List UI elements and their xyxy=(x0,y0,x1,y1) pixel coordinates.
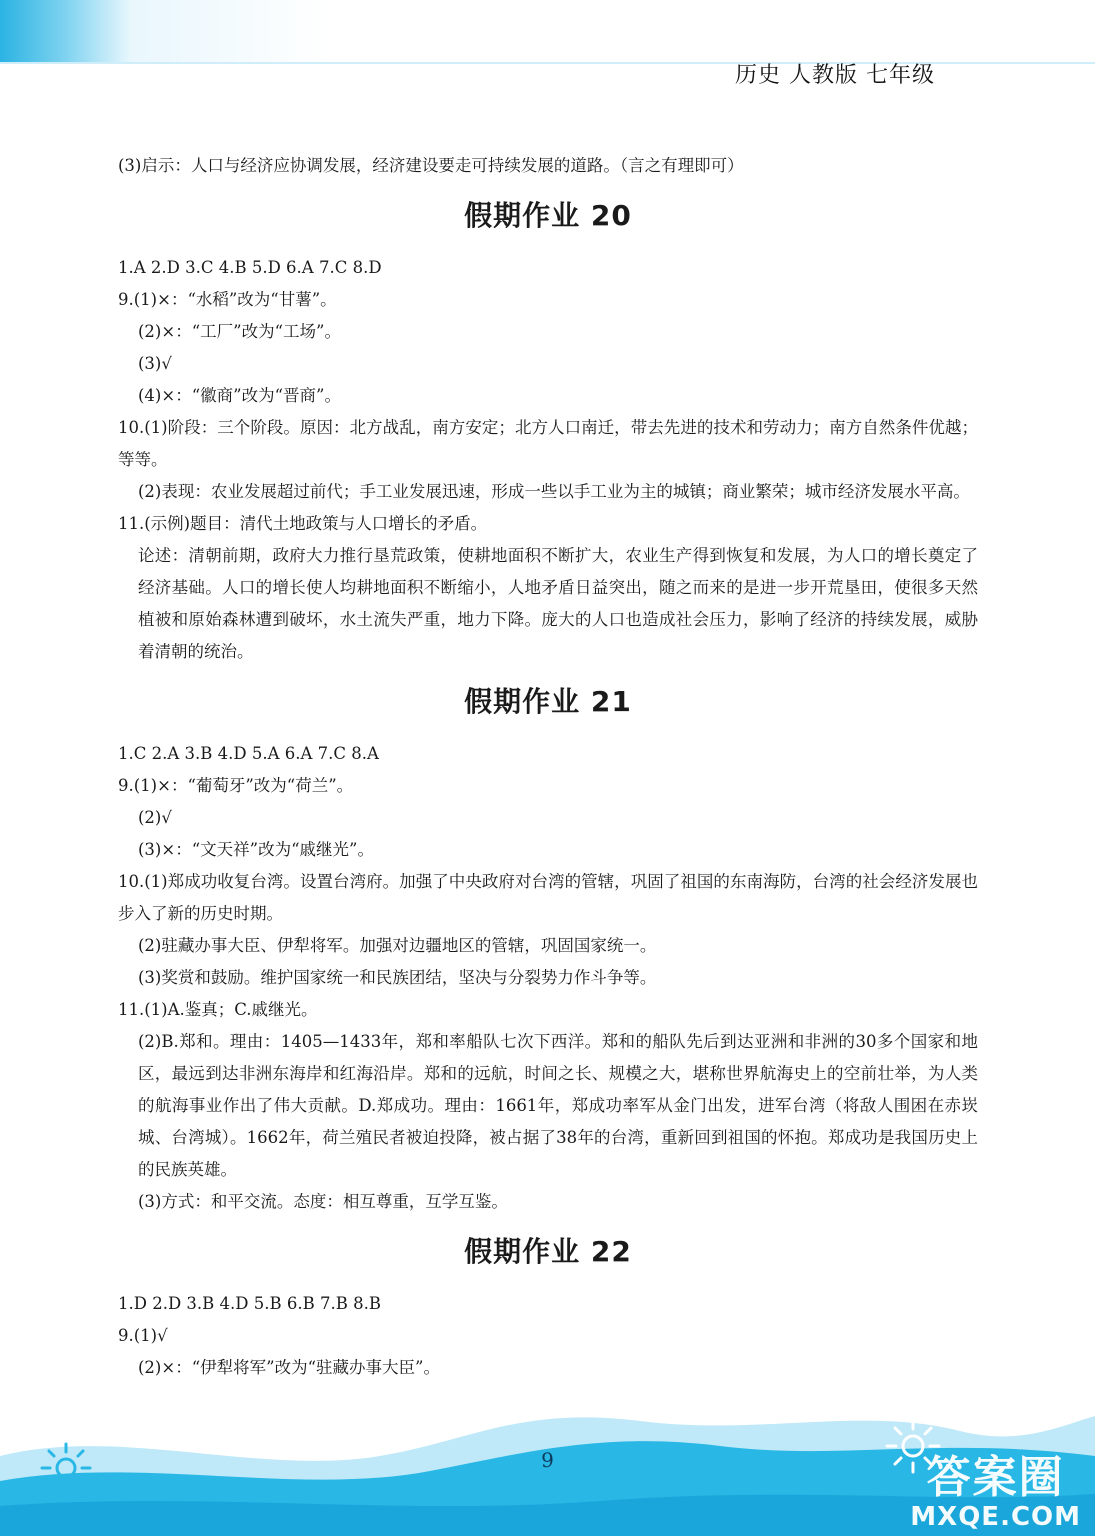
answer-line: (2)×：“伊犁将军”改为“驻藏办事大臣”。 xyxy=(138,1358,440,1377)
answer-paragraph: 论述：清朝前期，政府大力推行垦荒政策，使耕地面积不断扩大，农业生产得到恢复和发展，为人口的增长奠定了经济基础。人口的增长使人均耕地面积不断缩小，人地矛盾日益突出，随之而来的是进一步开荒垦田，使很多天然植被和原始森林遭到破坏，水土流失严重，地力下降。庞大的人口也造成社会压力，影响了经济的持续发展，威胁着清朝的统治。 xyxy=(138,546,978,661)
choice-answers: 1.A 2.D 3.C 4.B 5.D 6.A 7.C 8.D xyxy=(118,258,382,277)
answer-line: 9.(1)×：“水稻”改为“甘薯”。 xyxy=(118,290,337,309)
section-title-22: 假期作业 22 xyxy=(464,1235,632,1268)
watermark-cn: 答案圈 xyxy=(926,1452,1065,1503)
answer-line: (3)奖赏和鼓励。维护国家统一和民族团结，坚决与分裂势力作斗争等。 xyxy=(138,968,657,987)
answer-content xyxy=(118,150,978,1384)
page-number: 9 xyxy=(541,1448,554,1472)
answer-line: 9.(1)×：“葡萄牙”改为“荷兰”。 xyxy=(118,776,354,795)
book-title: 历史 人教版 七年级 xyxy=(735,63,935,88)
watermark-en: MXQE.COM xyxy=(910,1502,1081,1532)
answer-line: (4)×：“徽商”改为“晋商”。 xyxy=(138,386,341,405)
choice-answers: 1.C 2.A 3.B 4.D 5.A 6.A 7.C 8.A xyxy=(118,744,379,763)
answer-line: (3)×：“文天祥”改为“戚继光”。 xyxy=(138,840,374,859)
section-title-20: 假期作业 20 xyxy=(464,199,632,232)
answer-line: (2)表现：农业发展超过前代；手工业发展迅速，形成一些以手工业为主的城镇；商业繁荣；城市经济发展水平高。 xyxy=(138,482,970,501)
answer-line: 9.(1)√ xyxy=(118,1326,168,1345)
intro-line: (3)启示：人口与经济应协调发展，经济建设要走可持续发展的道路。（言之有理即可） xyxy=(118,156,744,175)
answer-line: 10.(1)阶段：三个阶段。原因：北方战乱，南方安定；北方人口南迁，带去先进的技术和劳动力；南方自然条件优越；等等。 xyxy=(118,418,978,469)
answer-line: (2)×：“工厂”改为“工场”。 xyxy=(138,322,341,341)
header-band xyxy=(0,0,1095,62)
answer-paragraph: (2)B.郑和。理由：1405—1433年，郑和率船队七次下西洋。郑和的船队先后到达亚洲和非洲的30多个国家和地区，最远到达非洲东海岸和红海沿岸。郑和的远航，时间之长、规模之大，堪称世界航海史上的空前壮举，为人类的航海事业作出了伟大贡献。D.郑成功。理由：1661年，郑成功率军从金门出发，进军台湾（将敌人围困在赤崁城、台湾城）。1662年，荷兰殖民者被迫投降，被占据了38年的台湾，重新回到祖国的怀抱。郑成功是我国历史上的民族英雄。 xyxy=(138,1032,978,1179)
answer-line: (2)驻藏办事大臣、伊犁将军。加强对边疆地区的管辖，巩固国家统一。 xyxy=(138,936,657,955)
answer-line: 10.(1)郑成功收复台湾。设置台湾府。加强了中央政府对台湾的管辖，巩固了祖国的东南海防，台湾的社会经济发展也步入了新的历史时期。 xyxy=(118,872,978,923)
answer-line: (3)√ xyxy=(138,354,172,373)
answer-line: (3)方式：和平交流。态度：相互尊重，互学互鉴。 xyxy=(138,1192,508,1211)
answer-line: 11.(1)A.鉴真；C.戚继光。 xyxy=(118,1000,318,1019)
section-title-21: 假期作业 21 xyxy=(464,685,632,718)
choice-answers: 1.D 2.D 3.B 4.D 5.B 6.B 7.B 8.B xyxy=(118,1294,381,1313)
answer-line: (2)√ xyxy=(138,808,172,827)
answer-line: 11.(示例)题目：清代土地政策与人口增长的矛盾。 xyxy=(118,514,488,533)
